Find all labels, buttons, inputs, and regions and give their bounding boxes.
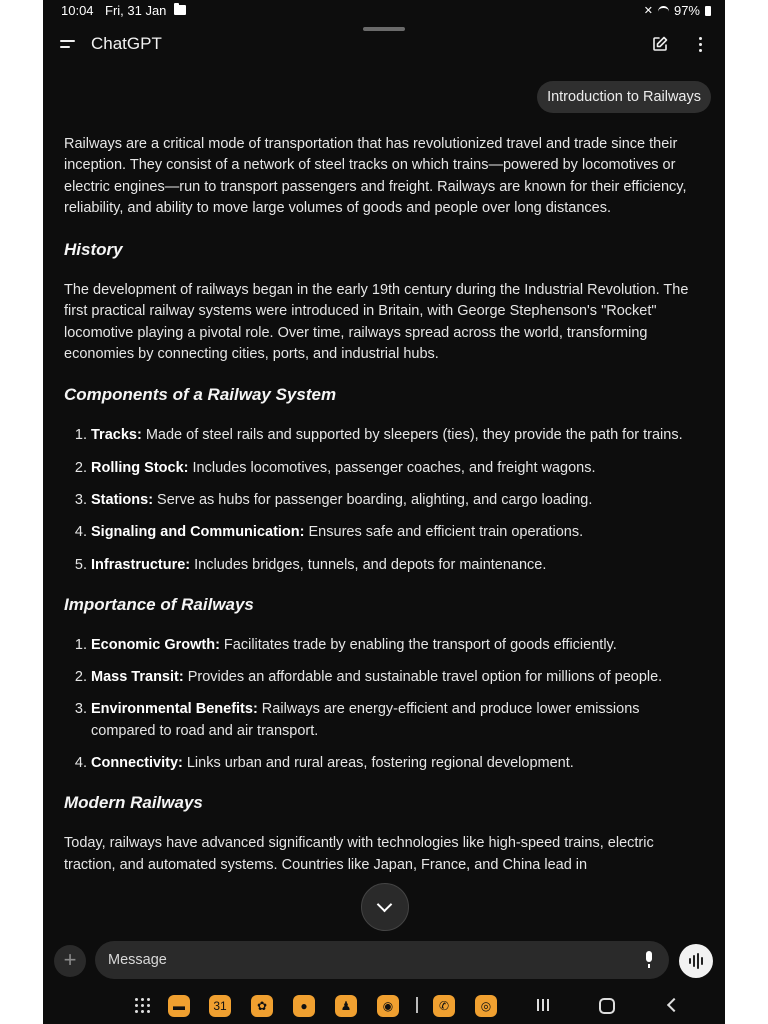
status-indicators [644, 3, 711, 18]
list-item-term: Economic Growth: [91, 636, 220, 653]
list-item-text: Includes locomotives, passenger coaches, and freight wagons. [188, 459, 596, 476]
status-time: 10:04 [61, 3, 94, 18]
app-header [43, 30, 725, 60]
components-heading: Components of a Railway System [64, 385, 337, 405]
back-icon[interactable] [667, 998, 681, 1012]
device-screen [43, 0, 725, 1024]
importance-heading: Importance of Railways [64, 594, 254, 614]
calendar-app-icon[interactable]: 31 [209, 995, 231, 1017]
home-icon[interactable] [599, 998, 615, 1014]
modern-heading: Modern Railways [64, 793, 203, 813]
list-item-term: Environmental Benefits: [91, 701, 258, 718]
list-item-text: Railways are energy-efficient and produce lower emissions compared to road and air transport. [91, 701, 640, 739]
wifi-icon [658, 6, 669, 17]
files-app-icon[interactable]: ▬ [168, 995, 190, 1017]
list-item-term: Rolling Stock: [91, 459, 189, 476]
list-item [91, 522, 708, 543]
list-item-term: Connectivity: [91, 755, 183, 772]
list-item-text: Made of steel rails and supported by sleepers (ties), they provide the path for trains. [141, 427, 683, 444]
list-item [91, 667, 708, 688]
list-item-term: Tracks: [91, 427, 142, 444]
list-item [91, 635, 708, 656]
list-item [91, 458, 708, 479]
list-item [91, 753, 708, 774]
whatsapp-app-icon[interactable]: ✆ [433, 995, 455, 1017]
components-list [64, 425, 708, 575]
messages-app-icon[interactable]: ● [293, 995, 315, 1017]
list-item [91, 425, 708, 446]
list-item [91, 490, 708, 511]
user-message-bubble: Introduction to Railways [537, 81, 711, 113]
camera-app-icon[interactable]: ◉ [377, 995, 399, 1017]
list-item-text: Links urban and rural areas, fostering regional development. [182, 755, 574, 772]
mute-icon: ✕ [643, 5, 653, 17]
list-item-text: Facilitates trade by enabling the transport of goods efficiently. [219, 636, 617, 653]
scroll-to-bottom-button[interactable] [361, 883, 409, 931]
list-item-term: Mass Transit: [91, 669, 184, 686]
contacts-app-icon[interactable]: ♟ [335, 995, 357, 1017]
list-item-term: Signaling and Communication: [91, 524, 305, 541]
more-options-icon[interactable] [693, 36, 707, 54]
app-title: ChatGPT [91, 34, 162, 53]
message-input[interactable]: Message [95, 941, 669, 979]
status-bar [43, 0, 725, 22]
menu-icon[interactable] [60, 40, 75, 50]
assistant-response [64, 134, 708, 876]
list-item-term: Infrastructure: [91, 556, 191, 573]
list-item-text: Provides an affordable and sustainable travel option for millions of people. [183, 669, 663, 686]
app-drawer-icon[interactable] [135, 998, 150, 1013]
system-nav-bar [43, 990, 725, 1024]
battery-level: 97% [673, 3, 700, 18]
importance-list [64, 635, 708, 774]
folder-notification-icon [174, 5, 186, 15]
list-item-text: Ensures safe and efficient train operations. [304, 524, 584, 541]
gallery-app-icon[interactable]: ✿ [251, 995, 273, 1017]
battery-icon [705, 6, 711, 16]
new-chat-icon[interactable] [652, 36, 668, 52]
list-item-term: Stations: [91, 491, 154, 508]
list-item-text: Includes bridges, tunnels, and depots for maintenance. [190, 556, 547, 573]
dock-separator [416, 997, 418, 1013]
history-heading: History [64, 240, 123, 260]
attach-plus-button[interactable]: + [54, 945, 86, 977]
list-item [91, 699, 708, 742]
microphone-icon[interactable] [644, 951, 654, 969]
recent-apps-icon[interactable] [536, 999, 550, 1011]
list-item [91, 555, 708, 576]
history-paragraph: The development of railways began in the early 19th century during the Industrial Revolution. The first practical railway systems were introduced in Britain, with George Stephenson's "Rocket" locomotive playing a pivotal role. Over time, railways spread across the world, transforming economies by connecting cities, ports, and industrial hubs. [64, 282, 689, 363]
modern-paragraph: Today, railways have advanced significantly with technologies like high-speed trains, electric traction, and automated systems. Countries like Japan, France, and China lead in [64, 835, 654, 873]
list-item-text: Serve as hubs for passenger boarding, alighting, and cargo loading. [153, 491, 593, 508]
voice-mode-button[interactable] [679, 944, 713, 978]
status-date: Fri, 31 Jan [105, 3, 167, 18]
intro-paragraph: Railways are a critical mode of transportation that has revolutionized travel and trade since their inception. They consist of a network of steel tracks on which trains—powered by locomotives or electric engines—run to transport passengers and freight. Railways are known for their efficiency, reliability, and ability to move large volumes of goods and people over long distances. [64, 136, 687, 216]
instagram-app-icon[interactable]: ◎ [475, 995, 497, 1017]
